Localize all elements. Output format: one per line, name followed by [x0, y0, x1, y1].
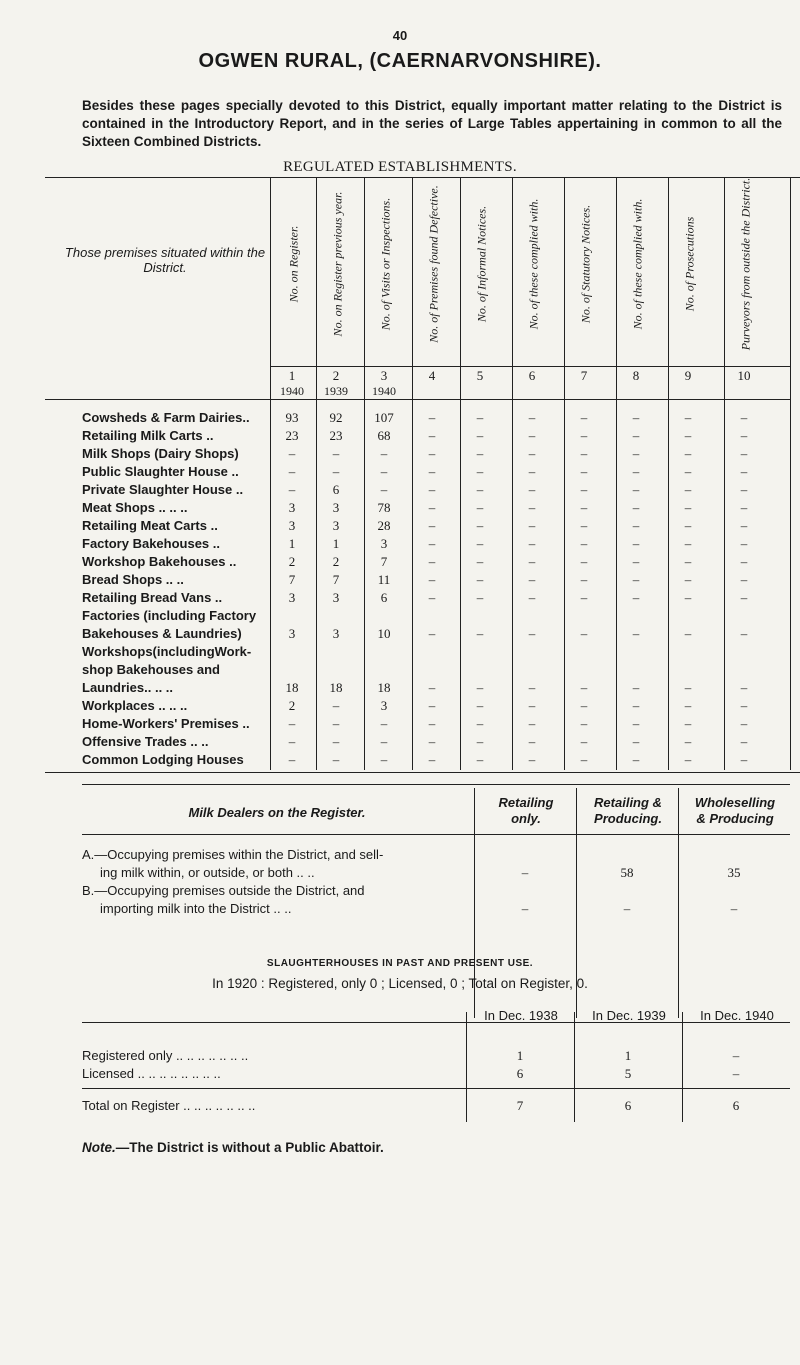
table-cell: – [428, 698, 436, 713]
table-cell: – [580, 698, 588, 713]
table-row-label: Factories (including Factory [82, 608, 257, 623]
table-cell: – [528, 428, 536, 443]
table-cell: – [580, 752, 588, 767]
table-cell: – [428, 590, 436, 605]
table-cell: 23 [329, 428, 343, 443]
table-cell: – [684, 698, 692, 713]
table-cell: 2 [288, 698, 296, 713]
sl-row-licensed-label: Licensed .. .. .. .. .. .. .. .. [82, 1066, 221, 1081]
table-cell: – [380, 734, 388, 749]
sl-header-1939: In Dec. 1939 [592, 1008, 666, 1023]
table-cell: – [380, 716, 388, 731]
table-cell: 3 [332, 590, 340, 605]
column-header [732, 166, 760, 362]
table-row-label: Meat Shops .. .. .. [82, 500, 188, 515]
page-number: 40 [392, 28, 408, 43]
table-cell: 6 [332, 482, 340, 497]
sl-row-licensed-1939: 5 [624, 1066, 632, 1081]
table-cell: – [684, 500, 692, 515]
table-cell: – [332, 716, 340, 731]
table-cell: – [740, 698, 748, 713]
table-cell: – [632, 410, 640, 425]
milk-header-rule [82, 834, 790, 835]
table-cell: 28 [377, 518, 391, 533]
table-cell: – [632, 500, 640, 515]
table-cell: 1 [332, 536, 340, 551]
table-cell: 3 [288, 590, 296, 605]
column-header-label: No. of these complied with. [526, 198, 541, 330]
table-cell: – [528, 590, 536, 605]
page-title: OGWEN RURAL, (CAERNARVONSHIRE). [198, 50, 602, 72]
table-cell: – [380, 482, 388, 497]
milk-col3-b: & Producing [696, 811, 774, 826]
column-header-label: No. of Statutory Notices. [578, 204, 593, 324]
table-row-label: Cowsheds & Farm Dairies.. [82, 410, 250, 425]
milk-row-b-wholeselling: – [730, 901, 738, 916]
table-cell: – [476, 410, 484, 425]
table-row-label: Bread Shops .. .. [82, 572, 184, 587]
table-cell: – [428, 680, 436, 695]
table-cell: – [684, 626, 692, 641]
sl-row-registered-1940: – [732, 1048, 740, 1063]
table-cell: – [332, 752, 340, 767]
table-cell: – [684, 752, 692, 767]
column-header [468, 166, 496, 362]
table-cell: 2 [332, 554, 340, 569]
table-row-label: Common Lodging Houses [82, 752, 244, 767]
table-cell: – [580, 626, 588, 641]
table-row-label: Milk Shops (Dairy Shops) [82, 446, 239, 461]
column-header [280, 166, 308, 362]
table-cell: – [580, 482, 588, 497]
table-cell: – [428, 536, 436, 551]
table-cell: – [684, 518, 692, 533]
table-cell: – [740, 446, 748, 461]
sl-row-registered-1938: 1 [516, 1048, 524, 1063]
milk-row-a-line1: A.—Occupying premises within the District, and sell- [82, 847, 384, 862]
table-cell: – [528, 554, 536, 569]
table-row-label: Retailing Milk Carts .. [82, 428, 214, 443]
table-row-label: Offensive Trades .. .. [82, 734, 209, 749]
table-cell: – [684, 464, 692, 479]
table-cell: – [740, 500, 748, 515]
column-number: 8 [632, 368, 640, 383]
table-cell: 3 [288, 500, 296, 515]
sl-row-total-1940: 6 [732, 1098, 740, 1113]
milk-col2-b: Producing. [594, 811, 662, 826]
column-number: 1 [288, 368, 296, 383]
table-cell: 7 [332, 572, 340, 587]
table-cell: – [740, 428, 748, 443]
table-cell: – [528, 752, 536, 767]
table-cell: – [740, 752, 748, 767]
milk-row-a-line2: ing milk within, or outside, or both .. .. [100, 865, 315, 880]
table-cell: – [528, 626, 536, 641]
table-cell: – [528, 572, 536, 587]
table-cell: – [632, 572, 640, 587]
table-cell: – [740, 536, 748, 551]
milk-col2-a: Retailing & [594, 795, 662, 810]
table-cell: 93 [285, 410, 299, 425]
column-header [676, 166, 704, 362]
table-cell: – [428, 554, 436, 569]
table-cell: – [632, 734, 640, 749]
table-cell: – [476, 536, 484, 551]
table-cell: – [288, 464, 296, 479]
table-cell: – [476, 446, 484, 461]
table-cell: – [476, 752, 484, 767]
milk-row-b-producing: – [623, 901, 631, 916]
column-number: 2 [332, 368, 340, 383]
column-header-label: No. of Visits or Inspections. [378, 197, 393, 331]
column-header-label: No. of Informal Notices. [474, 205, 489, 323]
sl-row-total-1939: 6 [624, 1098, 632, 1113]
column-year: 1940 [372, 384, 396, 398]
table-cell: – [580, 716, 588, 731]
table-cell: 3 [288, 626, 296, 641]
table-cell: – [580, 428, 588, 443]
sl-divider-3 [682, 1012, 683, 1122]
table-cell: – [632, 464, 640, 479]
milk-row-b-retailing: – [521, 901, 529, 916]
table-cell: – [632, 428, 640, 443]
table-cell: 10 [377, 626, 391, 641]
table-cell: 6 [380, 590, 388, 605]
sl-row-registered-1939: 1 [624, 1048, 632, 1063]
table-cell: 2 [288, 554, 296, 569]
column-header-label: No. of Premises found Defective. [426, 185, 441, 343]
column-header-label: No. of these complied with. [630, 198, 645, 330]
table-cell: – [580, 500, 588, 515]
column-header [624, 166, 652, 362]
table-cell: – [580, 734, 588, 749]
table-cell: – [476, 428, 484, 443]
table-row-label: Factory Bakehouses .. [82, 536, 220, 551]
table-cell: – [684, 716, 692, 731]
footnote-label: Note. [82, 1140, 116, 1155]
table-cell: – [288, 716, 296, 731]
table-cell: – [580, 464, 588, 479]
table-cell: – [528, 482, 536, 497]
table-cell: – [428, 500, 436, 515]
table-cell: – [288, 446, 296, 461]
table-cell: – [428, 410, 436, 425]
table-cell: 3 [288, 518, 296, 533]
table-row-label: Home-Workers' Premises .. [82, 716, 250, 731]
table-cell: – [528, 446, 536, 461]
table-cell: – [428, 626, 436, 641]
intro-paragraph: Besides these pages specially devoted to this District, equally important matter relating to the District is contained in the Introductory Report, and in the series of Large Tables appertaining in common to all the Sixteen Combined Districts. [82, 98, 782, 149]
sl-header-1940: In Dec. 1940 [700, 1008, 774, 1023]
table-cell: – [740, 680, 748, 695]
table-cell: – [528, 734, 536, 749]
table-cell: 68 [377, 428, 391, 443]
table-cell: – [476, 590, 484, 605]
table-cell: – [632, 446, 640, 461]
table-cell: – [528, 536, 536, 551]
table-cell: – [632, 518, 640, 533]
table-cell: – [476, 572, 484, 587]
column-number: 3 [380, 368, 388, 383]
column-header [520, 166, 548, 362]
table-cell: – [428, 752, 436, 767]
table-cell: 18 [329, 680, 343, 695]
table-cell: – [740, 734, 748, 749]
table-cell: – [740, 626, 748, 641]
table-cell: – [476, 626, 484, 641]
table-cell: – [740, 482, 748, 497]
table-cell: – [684, 590, 692, 605]
table-row-label: shop Bakehouses and [82, 662, 220, 677]
milk-row-b-line2: importing milk into the District .. .. [100, 901, 292, 916]
table-cell: – [428, 716, 436, 731]
table-row-label: Bakehouses & Laundries) [82, 626, 242, 641]
sl-row-total-label: Total on Register .. .. .. .. .. .. .. [82, 1098, 256, 1113]
table-cell: – [528, 410, 536, 425]
table-cell: – [428, 428, 436, 443]
table-cell: 107 [374, 410, 394, 425]
table-cell: – [476, 554, 484, 569]
table-cell: – [332, 446, 340, 461]
table-cell: – [380, 464, 388, 479]
table-cell: – [632, 536, 640, 551]
milk-top-rule [82, 784, 790, 785]
column-year: 1939 [324, 384, 348, 398]
table-cell: – [740, 518, 748, 533]
milk-row-a-producing: 58 [620, 865, 634, 880]
table-cell: – [580, 680, 588, 695]
table-cell: – [476, 734, 484, 749]
column-header-label: No. on Register. [286, 225, 301, 303]
sl-divider-2 [574, 1012, 575, 1122]
table-cell: – [476, 464, 484, 479]
column-year: 1940 [280, 384, 304, 398]
column-header-label: No. of Prosecutions [682, 216, 697, 312]
milk-row-a-wholeselling: 35 [727, 865, 741, 880]
header-rule-left [45, 399, 270, 400]
table-cell: – [632, 680, 640, 695]
table-cell: – [632, 716, 640, 731]
table-cell: 3 [380, 536, 388, 551]
table-row-label: Laundries.. .. .. [82, 680, 174, 695]
sl-total-rule [82, 1088, 790, 1089]
header-rule-numbers [270, 366, 790, 367]
table-cell: – [740, 590, 748, 605]
table-cell: 23 [285, 428, 299, 443]
table-cell: – [632, 554, 640, 569]
table-cell: 3 [332, 518, 340, 533]
column-header [324, 166, 352, 362]
premises-header: Those premises situated within the District. [64, 245, 266, 275]
column-number: 10 [737, 368, 751, 383]
table-cell: 3 [332, 626, 340, 641]
table-cell: – [476, 716, 484, 731]
table-cell: – [632, 698, 640, 713]
column-divider [270, 177, 271, 770]
sl-row-registered-label: Registered only .. .. .. .. .. .. .. [82, 1048, 249, 1063]
table-row-label: Workshop Bakehouses .. [82, 554, 237, 569]
sl-row-licensed-1938: 6 [516, 1066, 524, 1081]
table-cell: – [428, 734, 436, 749]
table-cell: – [740, 554, 748, 569]
table-cell: – [528, 716, 536, 731]
table-cell: – [528, 698, 536, 713]
table-cell: – [288, 734, 296, 749]
header-rule-years [270, 399, 790, 400]
table-cell: 78 [377, 500, 391, 515]
milk-row-a-retailing: – [521, 865, 529, 880]
table-cell: – [632, 752, 640, 767]
milk-col3-a: Wholeselling [694, 795, 776, 810]
table-cell: 3 [380, 698, 388, 713]
table-cell: – [580, 590, 588, 605]
milk-col1-b: only. [511, 811, 541, 826]
table-cell: – [632, 482, 640, 497]
table-row-label: Public Slaughter House .. [82, 464, 239, 479]
table-cell: 7 [380, 554, 388, 569]
table-cell: – [580, 410, 588, 425]
table-cell: – [632, 626, 640, 641]
table-cell: – [684, 734, 692, 749]
column-number: 7 [580, 368, 588, 383]
table-cell: – [332, 464, 340, 479]
table-cell: – [380, 752, 388, 767]
milk-col1-a: Retailing [498, 795, 554, 810]
table-cell: – [684, 680, 692, 695]
table-cell: 7 [288, 572, 296, 587]
table-cell: – [476, 680, 484, 695]
column-number: 6 [528, 368, 536, 383]
table-cell: – [288, 752, 296, 767]
table-cell: – [632, 590, 640, 605]
table-row-label: Workshops(includingWork- [82, 644, 252, 659]
table-cell: – [528, 680, 536, 695]
milk-title: Milk Dealers on the Register. [188, 805, 366, 820]
footnote [82, 1140, 384, 1155]
table-cell: – [740, 572, 748, 587]
table-cell: – [684, 572, 692, 587]
table-cell: – [580, 518, 588, 533]
sl-row-licensed-1940: – [732, 1066, 740, 1081]
table-cell: – [288, 482, 296, 497]
table-cell: – [428, 446, 436, 461]
table-cell: – [580, 536, 588, 551]
table-cell: – [580, 446, 588, 461]
column-number: 5 [476, 368, 484, 383]
milk-row-b-line1: B.—Occupying premises outside the District, and [82, 883, 365, 898]
table-cell: – [684, 554, 692, 569]
table-cell: – [428, 572, 436, 587]
table-cell: – [428, 518, 436, 533]
footnote-text: —The District is without a Public Abattoir. [115, 1140, 384, 1155]
table-cell: – [428, 482, 436, 497]
sl-header-1938: In Dec. 1938 [484, 1008, 558, 1023]
regulated-heading: REGULATED ESTABLISHMENTS. [283, 159, 517, 175]
table-cell: 18 [285, 680, 299, 695]
table-cell: – [428, 464, 436, 479]
table-cell: – [380, 446, 388, 461]
table-cell: – [476, 698, 484, 713]
table-row-label: Retailing Bread Vans .. [82, 590, 223, 605]
table-bottom-rule [45, 772, 800, 773]
table-cell: – [684, 482, 692, 497]
column-header-label: Purveyors from outside the District. [738, 177, 753, 351]
column-number: 9 [684, 368, 692, 383]
column-number: 4 [428, 368, 436, 383]
table-cell: – [332, 698, 340, 713]
table-cell: – [580, 572, 588, 587]
table-cell: 18 [377, 680, 391, 695]
table-cell: – [528, 500, 536, 515]
table-cell: – [684, 428, 692, 443]
table-cell: 1 [288, 536, 296, 551]
slaughterhouses-subheading: In 1920 : Registered, only 0 ; Licensed, 0 ; Total on Register, 0. [212, 976, 588, 991]
table-cell: – [740, 716, 748, 731]
column-header [420, 166, 448, 362]
table-cell: – [580, 554, 588, 569]
table-cell: – [476, 518, 484, 533]
slaughterhouses-heading: SLAUGHTERHOUSES IN PAST AND PRESENT USE. [266, 958, 534, 969]
table-cell: 11 [377, 572, 391, 587]
table-cell: – [684, 410, 692, 425]
column-divider [790, 177, 791, 770]
column-header-label: No. on Register previous year. [330, 191, 345, 337]
table-cell: – [332, 734, 340, 749]
table-row-label: Retailing Meat Carts .. [82, 518, 218, 533]
table-row-label: Workplaces .. .. .. [82, 698, 188, 713]
table-cell: – [740, 410, 748, 425]
sl-divider-1 [466, 1012, 467, 1122]
table-cell: – [684, 536, 692, 551]
table-cell: 92 [329, 410, 343, 425]
table-cell: – [528, 518, 536, 533]
column-header [572, 166, 600, 362]
table-cell: – [476, 482, 484, 497]
table-cell: – [528, 464, 536, 479]
sl-row-total-1938: 7 [516, 1098, 524, 1113]
table-cell: – [476, 500, 484, 515]
column-header [372, 166, 400, 362]
table-cell: – [740, 464, 748, 479]
table-cell: 3 [332, 500, 340, 515]
table-cell: – [684, 446, 692, 461]
table-row-label: Private Slaughter House .. [82, 482, 244, 497]
